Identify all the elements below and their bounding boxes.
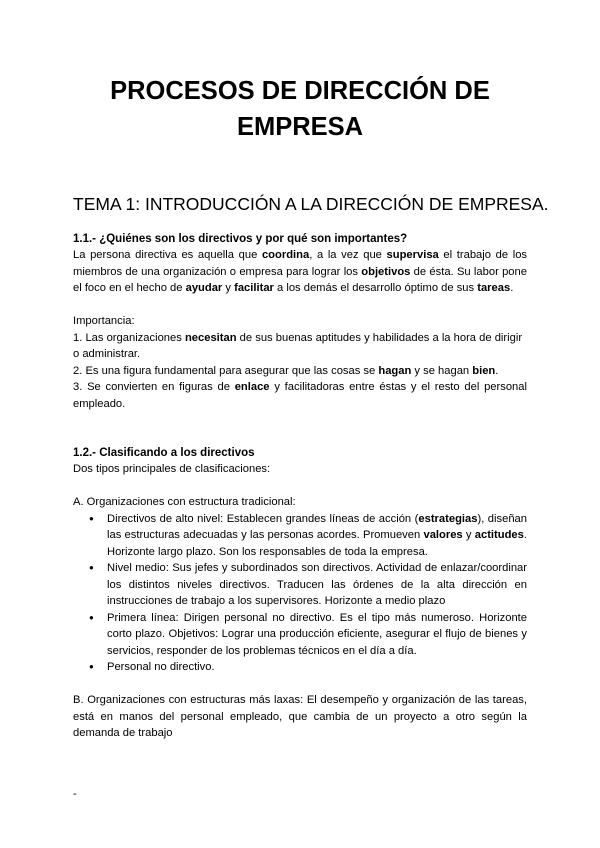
spacer	[73, 297, 527, 314]
bullet-1-bold-valores: valores	[423, 529, 463, 541]
tema-heading: TEMA 1: INTRODUCCIÓN A LA DIRECCIÓN DE EMPRESA.	[73, 194, 549, 214]
intro-text-1: La persona directiva es aquella que	[73, 249, 262, 261]
bullet-1-text-3: y	[462, 529, 475, 541]
classification-b-paragraph: B. Organizaciones con estructuras más laxas: El desempeño y organización de las tareas, está en manos del personal empleado, que cambia de un proyecto a otro según la demanda de trabajo	[73, 694, 527, 739]
intro-text-7: .	[510, 282, 514, 294]
list-item-primera-linea: ● Primera línea: Dirigen personal no directivo. Es el tipo más numeroso. Horizonte corto plazo. Objetivos: Lograr una producción eficiente, asegurar el flujo de bienes y servicios, responder de los problemas técnicos en el día a día.	[107, 610, 527, 660]
list-item-nivel-medio: ● Nivel medio: Sus jefes y subordinados son directivos. Actividad de enlazar/coordinar los distintos niveles directivos. Traducen las órdenes de la alta dirección en instrucciones de trabajo a los supervisores. Horizonte a medio plazo	[107, 560, 527, 610]
spacer	[73, 412, 527, 445]
bullet-1-text-1: Directivos de alto nivel: Establecen grandes líneas de acción (	[107, 512, 419, 525]
item-2-text-2: y se hagan	[411, 364, 473, 377]
item-3-text-1: 3. Se convierten en figuras de	[73, 381, 235, 393]
classification-a-label: A. Organizaciones con estructura tradicional:	[73, 496, 296, 508]
trailing-dash: -	[73, 787, 77, 800]
item-2-bold-2: bien	[472, 364, 496, 377]
section-2	[73, 445, 527, 742]
list-item-alto-nivel	[107, 511, 527, 561]
bullet-1-text-2: ), diseñan las estructuras adecuadas y las personas acordes. Promueven	[107, 512, 527, 541]
list-item-personal-no-directivo: ● Personal no directivo.	[107, 659, 527, 676]
intro-text-4: de ésta. Su labor pone el foco en el hecho de	[73, 265, 527, 294]
section-1-heading: 1.1.- ¿Quiénes son los directivos y por qué son importantes?	[73, 233, 408, 245]
section-2-heading: 1.2.- Clasificando a los directivos	[73, 447, 255, 459]
item-1-text-1: 1. Las organizaciones	[73, 331, 185, 344]
importance-item-3	[73, 379, 527, 412]
bullet-1-bold-estrategias: estrategias	[418, 512, 478, 525]
item-1-text-2: de sus buenas aptitudes y habilidades a la hora de dirigir o administrar.	[73, 331, 523, 360]
item-2-text-3: .	[495, 364, 499, 377]
spacer	[73, 676, 527, 693]
item-2-bold-1: hagan	[378, 364, 412, 377]
document-title-line2: EMPRESA	[236, 113, 364, 141]
importance-item-2	[73, 363, 527, 380]
importance-item-1	[73, 330, 527, 363]
intro-text-3: el trabajo de los miembros de una organización o empresa para lograr los	[73, 249, 528, 278]
intro-bold-supervisa: supervisa	[386, 249, 439, 261]
intro-bold-objetivos: objetivos	[361, 265, 411, 278]
bullet-1-text-4: . Horizonte largo plazo. Son los responsables de toda la empresa.	[107, 529, 527, 558]
intro-bold-ayudar: ayudar	[185, 282, 223, 294]
intro-text-5: y	[222, 282, 235, 294]
item-2-text-1: 2. Es una figura fundamental para asegurar que las cosas se	[73, 364, 379, 377]
document-title-line1: PROCESOS DE DIRECCIÓN DE	[110, 77, 490, 105]
bullet-1-bold-actitudes: actitudes	[474, 529, 524, 541]
item-3-bold: enlace	[234, 381, 270, 393]
item-3-text-2: y facilitadoras entre éstas y el resto del personal empleado.	[73, 381, 527, 410]
importance-label: Importancia:	[73, 315, 135, 327]
intro-bold-tareas: tareas	[477, 282, 511, 294]
intro-bold-coordina: coordina	[261, 249, 310, 261]
section-1-intro-paragraph	[73, 247, 527, 297]
classification-a-list	[73, 511, 527, 676]
section-2-subtitle: Dos tipos principales de clasificaciones:	[73, 463, 271, 475]
item-1-bold: necesitan	[184, 331, 237, 344]
spacer	[73, 478, 527, 495]
document-title	[73, 0, 527, 145]
intro-text-2: , a la vez que	[309, 249, 387, 261]
intro-bold-facilitar: facilitar	[234, 282, 274, 294]
intro-text-6: a los demás el desarrollo óptimo de sus	[273, 282, 478, 294]
section-1	[73, 231, 527, 412]
